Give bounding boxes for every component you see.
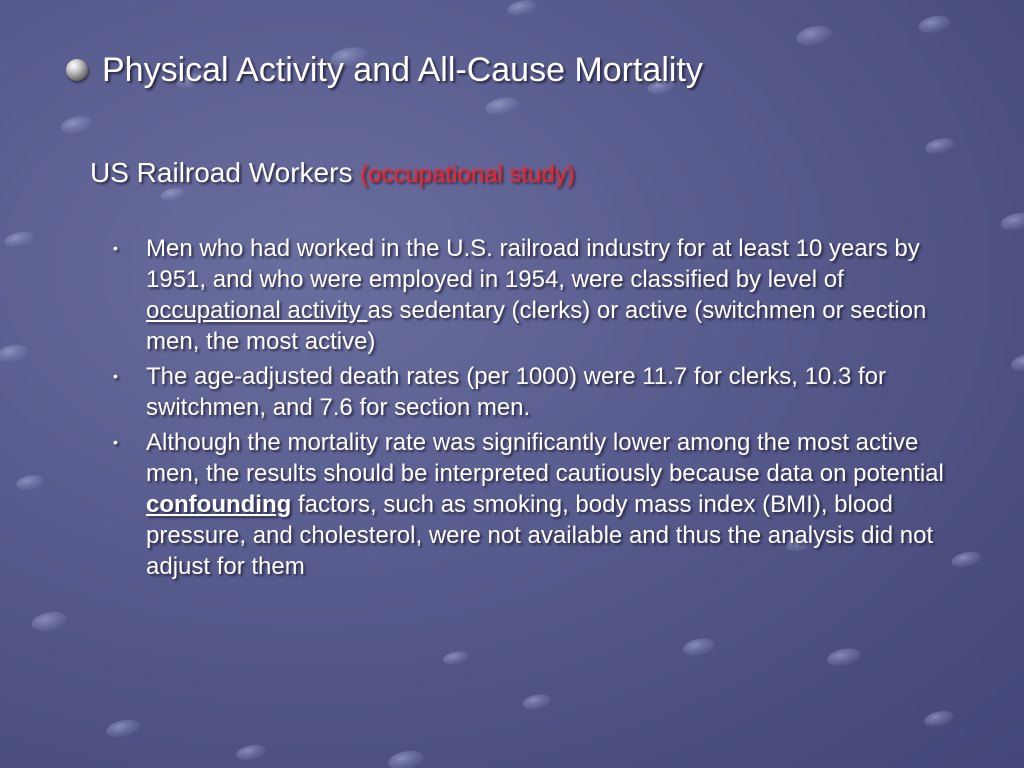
bullet-emphasis: confounding [146, 491, 292, 518]
slide-title: Physical Activity and All-Cause Mortality [102, 51, 703, 89]
slide-title-row [66, 46, 703, 94]
bullet-text: as sedentary (clerks) or active (switchmen or section men, the most active) [146, 297, 927, 355]
bullet-dot-icon: • [113, 368, 118, 384]
bullet-dot-icon: • [113, 240, 118, 256]
slide-subtitle [90, 154, 575, 194]
bullet-emphasis: occupational activity [146, 297, 368, 324]
bullet-item [110, 427, 970, 582]
sphere-bullet-icon [66, 59, 88, 81]
bullet-item [110, 361, 970, 423]
bullet-text: factors, such as smoking, body mass index (BMI), blood pressure, and cholesterol, were not available and thus the analysis did not adjust for them [146, 491, 934, 580]
bullet-list [110, 233, 970, 586]
bullet-text: Men who had worked in the U.S. railroad industry for at least 10 years by 1951, and who were employed in 1954, were classified by level of [146, 235, 920, 293]
subtitle-note: (occupational study) [360, 161, 576, 188]
bullet-text: The age-adjusted death rates (per 1000) were 11.7 for clerks, 10.3 for switchmen, and 7.6 for section men. [146, 363, 886, 421]
bullet-dot-icon: • [113, 434, 118, 450]
bullet-item [110, 233, 970, 357]
subtitle-main: US Railroad Workers [90, 157, 353, 188]
bullet-text: Although the mortality rate was significantly lower among the most active men, the results should be interpreted cautiously because data on potential [146, 429, 944, 487]
